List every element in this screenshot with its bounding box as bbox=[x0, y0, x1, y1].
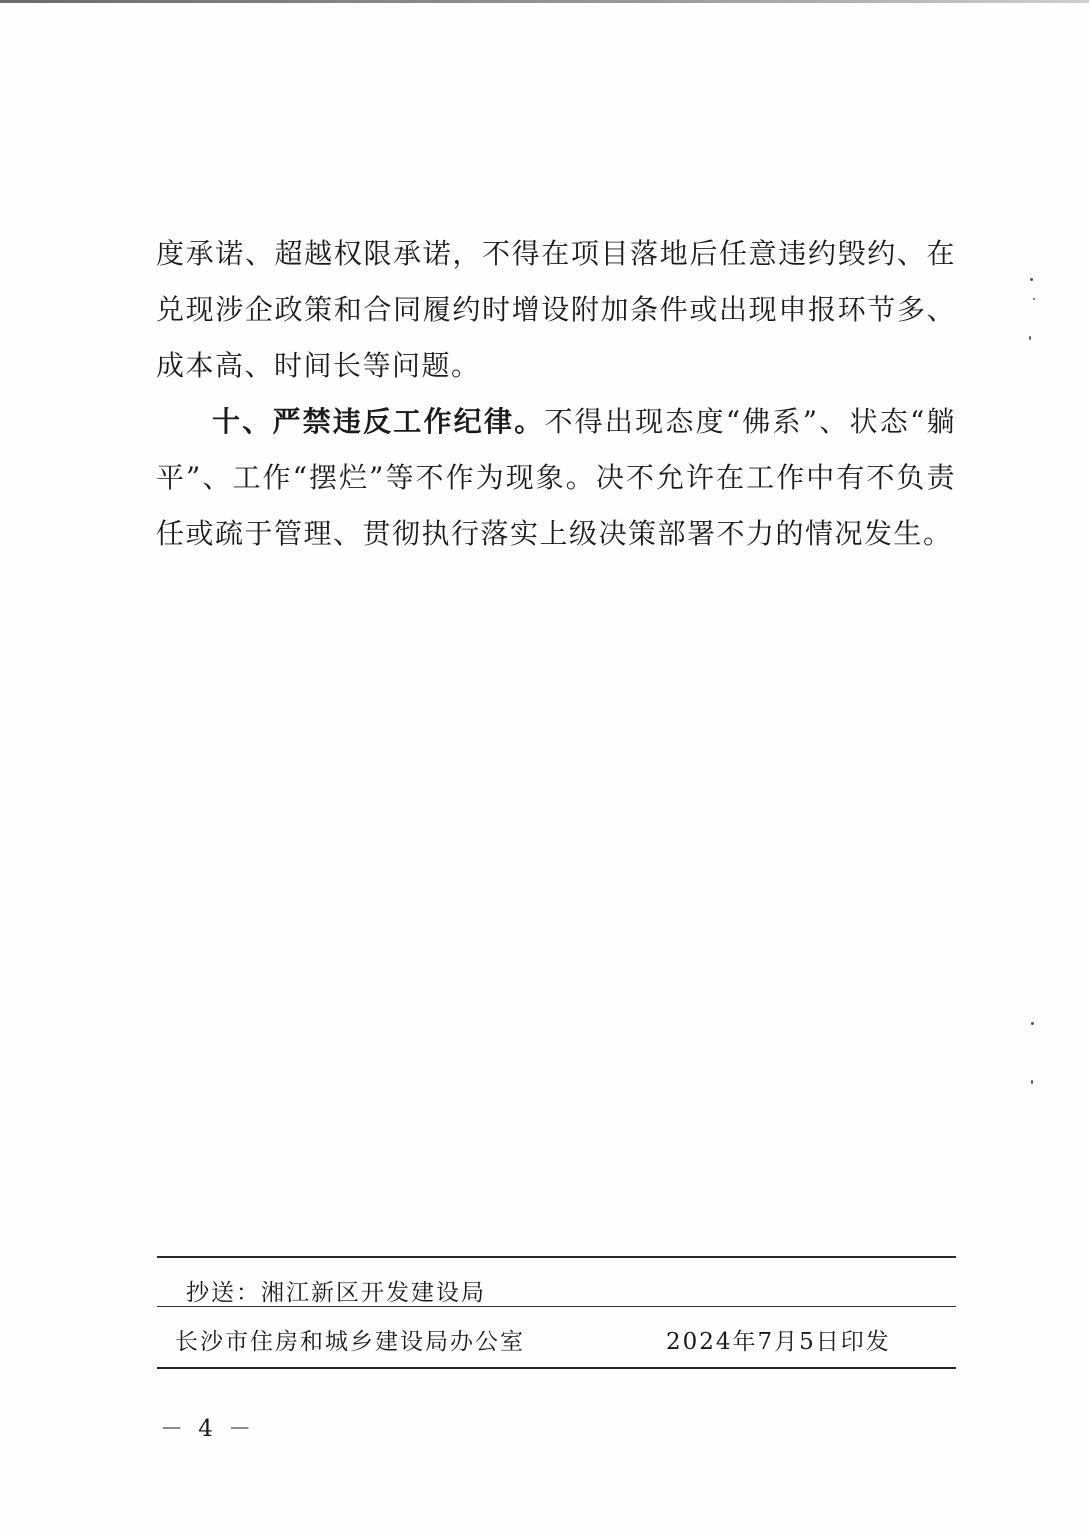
footer-top-rule bbox=[157, 1256, 956, 1258]
document-body bbox=[156, 226, 956, 562]
scan-artifact bbox=[1031, 1022, 1034, 1025]
issuing-office: 长沙市住房和城乡建设局办公室 bbox=[175, 1329, 525, 1355]
page-number: － 4 － bbox=[160, 1416, 256, 1442]
item-ten-text: 不得出现态度“佛系”、状态“躺平”、工作“摆烂”等不作为现象。决不允许在工作中有不负责任或疏于管理、贯彻执行落实上级决策部署不力的情况发生。 bbox=[156, 405, 956, 550]
scan-artifact bbox=[1033, 298, 1035, 300]
scan-artifact bbox=[1029, 336, 1031, 340]
footer-bottom-rule bbox=[157, 1367, 956, 1369]
paragraph-continued: 度承诺、超越权限承诺，不得在项目落地后任意违约毁约、在兑现涉企政策和合同履约时增设附加条件或出现申报环节多、成本高、时间长等问题。 bbox=[156, 237, 956, 382]
scan-artifact bbox=[1031, 1080, 1033, 1084]
item-ten-heading: 十、严禁违反工作纪律。 bbox=[212, 405, 545, 438]
footer-middle-rule bbox=[157, 1306, 956, 1307]
scan-top-edge bbox=[0, 0, 1089, 3]
scan-artifact bbox=[1030, 278, 1033, 281]
print-date: 2024年7月5日印发 bbox=[666, 1329, 891, 1355]
paragraph-item-ten bbox=[156, 394, 956, 562]
cc-recipients: 抄送：湘江新区开发建设局 bbox=[186, 1280, 486, 1306]
